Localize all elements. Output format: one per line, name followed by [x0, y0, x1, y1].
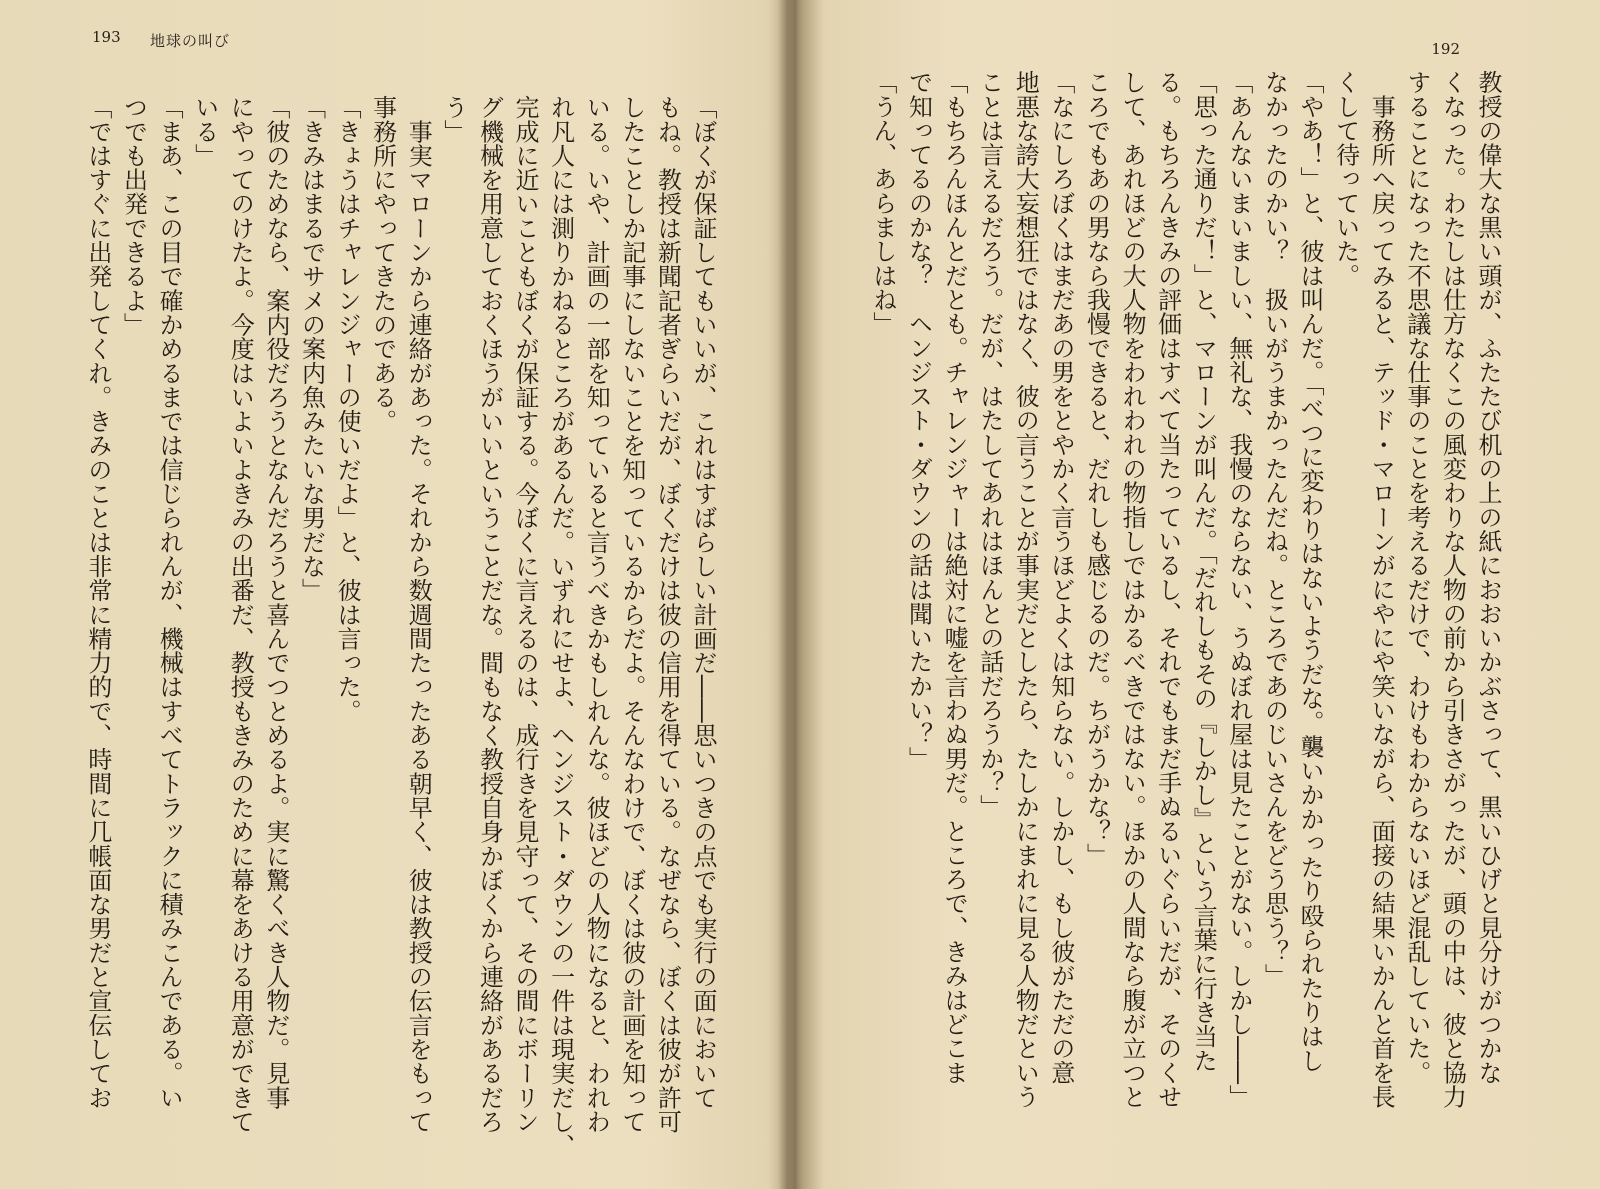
text-line: ころでもあの男なら我慢できると、だれしも感じるのだ。ちがうかな？」: [1082, 70, 1111, 867]
running-head: 地球の叫び: [150, 32, 231, 50]
text-line: して、あれほどの大人物をわれわれの物指しではかるべきではない。ほかの人間なら腹が立つと: [1118, 70, 1147, 1109]
page-number-left: 193: [92, 28, 121, 46]
text-line: 「うん、あらましはね」: [868, 70, 897, 336]
text-line: 「きみはまるでサメの案内魚みたいな男だな」: [297, 95, 326, 603]
text-line: 完成に近いこともぼくが保証する。今ぼくに言えるのは、成行きを見守って、その間にボーリン: [511, 95, 540, 1134]
text-line: 事務所へ戻ってみると、テッド・マローンがにやにや笑いながら、面接の結果いかんと首を長: [1367, 70, 1396, 1109]
text-line: れ凡人には測りかねるところがあるんだ。いずれにせよ、ヘンジスト・ダウンの一件は現実だし、: [546, 95, 575, 1158]
left-page-body: [83, 95, 720, 1158]
text-line: 「なにしろぼくはまだあの男をとやかく言うほどよくは知らない。しかし、もし彼がただの意: [1046, 70, 1075, 1085]
text-line: 「ではすぐに出発してくれ。きみのことは非常に精力的で、時間に几帳面な男だと宣伝してお: [83, 95, 112, 1110]
text-line: で知ってるのかな？ ヘンジスト・ダウンの話は聞いたかい？」: [904, 70, 933, 771]
text-line: 教授の偉大な黒い頭が、ふたたび机の上の紙におおいかぶさって、黒いひげと見分けがつかな: [1474, 70, 1502, 1085]
right-page-body: [815, 70, 1505, 1140]
text-line: なかったのかい？ 扱いがうまかったんだね。ところであのじいさんをどう思う？」: [1260, 70, 1289, 988]
page-number-right: 192: [1431, 40, 1460, 58]
text-line: 「もちろんほんとだとも。チャレンジャーは絶対に嘘を言わぬ男だ。ところで、きみはどこま: [940, 70, 969, 1085]
text-line: 「思った通りだ！」と、マローンが叫んだ。「だれしもその『しかし』という言葉に行き当た: [1189, 70, 1218, 1073]
text-line: る。もちろんきみの評価はすべて当たっているし、それでもまだ手ぬるいぐらいだが、そのくせ: [1153, 70, 1182, 1109]
text-line: 「あんないまいましい、無礼な、我慢のならない、うぬぼれ屋は見たことがない。しかし――」: [1224, 70, 1253, 1109]
text-line: 「ぼくが保証してもいいが、これはすばらしい計画だ――思いつきの点でも実行の面において: [689, 95, 717, 1110]
text-line: いる。いや、計画の一部を知っていると言うべきかもしれんな。彼ほどの人物になると、われわ: [582, 95, 611, 1134]
text-line: グ機械を用意しておくほうがいいということだな。間もなく教授自身かぼくから連絡があるだろ: [475, 95, 504, 1134]
text-line: 事務所にやってきたのである。: [368, 95, 397, 434]
text-line: 事実マローンから連絡があった。それから数週間たったある朝早く、彼は教授の伝言をもって: [404, 95, 433, 1134]
text-line: にやってのけたよ。今度はいよいよきみの出番だ、教授もきみのために幕をあける用意ができて: [226, 95, 255, 1134]
text-line: 「まあ、この目で確かめるまでは信じられんが、機械はすべてトラックに積みこんである。い: [155, 95, 184, 1110]
text-line: 地悪な誇大妄想狂ではなく、彼の言うことが事実だとしたら、たしかにまれに見る人物だという: [1011, 70, 1040, 1109]
text-line: 「やあ！」と、彼は叫んだ。「べつに変わりはないようだな。襲いかかったり殴られたりはし: [1296, 70, 1325, 1073]
text-line: つでも出発できるよ」: [119, 95, 148, 337]
text-line: もね。教授は新聞記者ぎらいだが、ぼくだけは彼の信用を得ている。なぜなら、ぼくは彼が許可: [653, 95, 682, 1134]
right-page: [795, 0, 1600, 1189]
text-line: う」: [439, 95, 468, 144]
text-line: くなった。わたしは仕方なくこの風変わりな人物の前から引きさがったが、頭の中は、彼と協力: [1438, 70, 1467, 1109]
text-line: 「きょうはチャレンジャーの使いだよ」と、彼は言った。: [333, 95, 362, 723]
text-line: いる」: [190, 95, 219, 168]
left-page: [0, 0, 785, 1189]
text-line: くして待っていた。: [1331, 70, 1360, 288]
text-line: したことしか記事にしないことを知っているからだよ。そんなわけで、ぼくは彼の計画を知って: [617, 95, 646, 1134]
text-line: ことは言えるだろう。だが、はたしてあれはほんとの話だろうか？」: [975, 70, 1004, 819]
text-line: 「彼のためなら、案内役だろうとなんだろうと喜んでつとめるよ。実に驚くべき人物だ。見事: [261, 95, 290, 1110]
text-line: することになった不思議な仕事のことを考えるだけで、わけもわからないほど混乱していた。: [1402, 70, 1431, 1085]
